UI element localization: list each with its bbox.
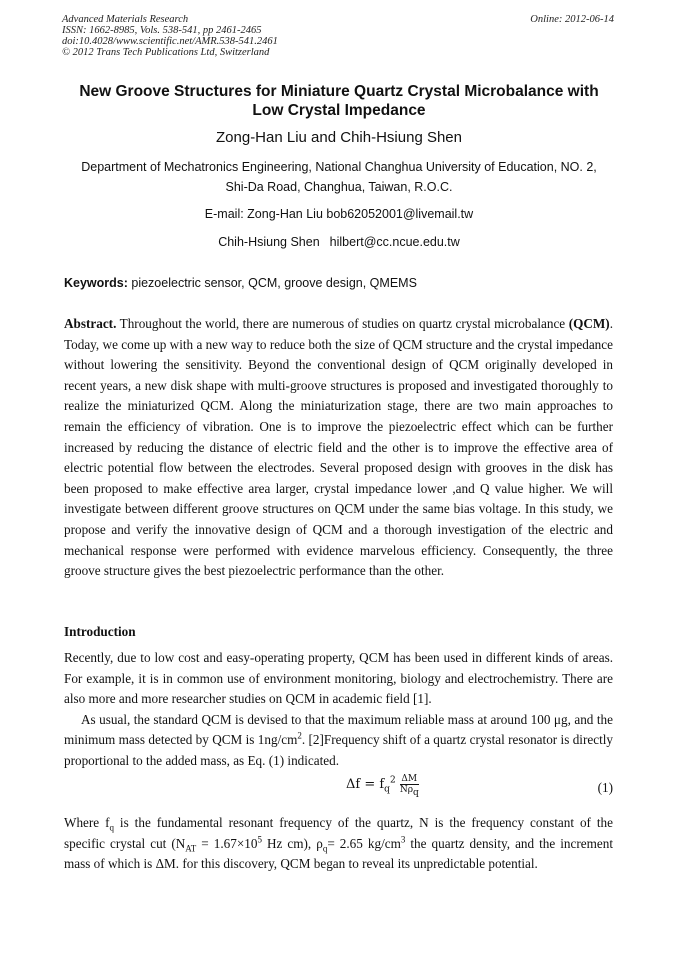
keywords-label: Keywords: — [64, 276, 128, 290]
journal-name: Advanced Materials Research — [62, 14, 189, 25]
email-line-1: E-mail: Zong-Han Liu bob62052001@livemail.tw — [204, 207, 474, 221]
eq-den-sub: q — [412, 787, 419, 798]
post-s3: q — [322, 843, 328, 854]
affiliation-line-1: Department of Mechatronics Engineering, National Changhua University of Education, NO. 2, — [81, 160, 597, 174]
post-t1: Where f — [64, 815, 110, 830]
post-t2: is the fundamental resonant frequency of the quartz, N is the frequency constant of the specific crystal cut (N — [64, 815, 613, 851]
abstract — [64, 314, 613, 582]
intro-p2-sup: 2 — [297, 730, 302, 741]
post-sup1: 5 — [257, 834, 262, 845]
introduction-body — [64, 648, 613, 772]
email-line-2 — [62, 235, 616, 249]
equation-body — [346, 774, 419, 798]
journal-header — [62, 14, 278, 58]
post-s1: q — [109, 822, 114, 833]
post-t5: = 2.65 kg/cm — [327, 835, 401, 851]
abstract-qcm: (QCM) — [568, 316, 610, 331]
abstract-text-b: . Today, we come up with a new way to reduce both the size of QCM structure and the crystal impedance without lowering the sensitivity. Beyond the conventional design of QCM originally developed in recent years, a new disk shape with multi-groove structures is proposed and investigated thoroughly to realize the miniaturized QCM. Along the miniaturization stage, there are two main approaches to remain the efficiency of vibration. One is to improve the piezoelectric effect which can be further increased by reducing the distance of electric field and the other is to improve the effective area of electric potential flow between the electrodes. Several proposed design with grooves in the disk has been proposed to make effective area larger, crystal impedance lower ,and Q value higher. We will investigate between different groove structures on QCM under the same bias voltage. In this study, we propose and verify the innovative design of QCM and a thorough investigation of the electric and mechanical response were performed with evidence marvelous efficiency. Consequently, the three groove structure gives the best piezoelectric performance than the other. — [64, 316, 613, 579]
online-date: Online: 2012-06-14 — [530, 14, 614, 25]
post-t3: = 1.67×10 — [196, 835, 258, 851]
intro-paragraph-1: Recently, due to low cost and easy-operating property, QCM has been used in different kinds of areas. For example, it is in common use of environment monitoring, biology and electrochemistry. There are also more and more researcher studies on QCM in academic field [1]. — [64, 650, 613, 707]
eq-sub-q: q — [384, 784, 390, 795]
post-t4: Hz cm), ρ — [261, 835, 323, 851]
introduction-heading: Introduction — [64, 624, 136, 639]
post-equation-paragraph — [64, 813, 613, 875]
paper-authors: Zong-Han Liu and Chih-Hsiung Shen — [216, 129, 462, 146]
keywords-text: piezoelectric sensor, QCM, groove design, QMEMS — [127, 276, 417, 290]
intro-p2-text-b: . [2]Frequency shift of a quartz crystal resonator is directly proportional to the added mass, as Eq. (1) indicated. — [64, 732, 613, 768]
eq-fraction — [399, 774, 419, 798]
abstract-text-a: Throughout the world, there are numerous of studies on quartz crystal microbalance — [116, 316, 569, 331]
keywords — [64, 276, 417, 290]
journal-issn: ISSN: 1662-8985, Vols. 538-541, pp 2461-2465 — [62, 25, 262, 36]
paper-title: New Groove Structures for Miniature Quartz Crystal Microbalance with Low Crystal Impedance — [79, 83, 599, 119]
equation-1 — [64, 772, 613, 806]
post-t6: the quartz density, and the increment mass of which is ΔM. for this discovery, QCM began to reveal its unpredictable potential. — [64, 835, 613, 872]
eq-numerator: ΔM — [401, 774, 418, 784]
affiliation — [62, 157, 616, 197]
eq-lhs: Δf = f — [346, 777, 385, 792]
eq-sup-2: 2 — [389, 775, 396, 786]
journal-copyright: © 2012 Trans Tech Publications Ltd, Switzerland — [62, 47, 270, 58]
author-2-email: hilbert@cc.ncue.edu.tw — [329, 235, 460, 249]
eq-den-text: Nρ — [399, 785, 413, 795]
intro-paragraph-2 — [64, 710, 613, 772]
eq-denominator — [399, 785, 419, 798]
intro-p2-text-a: As usual, the standard QCM is devised to that the maximum reliable mass at around 100 μg, and the minimum mass detected by QCM is 1ng/cm — [64, 711, 613, 748]
post-s2: AT — [185, 843, 197, 854]
equation-number: (1) — [597, 780, 613, 795]
post-sup2: 3 — [400, 834, 406, 845]
affiliation-line-2: Shi-Da Road, Changhua, Taiwan, R.O.C. — [225, 180, 453, 194]
journal-doi: doi:10.4028/www.scientific.net/AMR.538-541.2461 — [62, 36, 278, 47]
author-2-name: Chih-Hsiung Shen — [218, 235, 320, 249]
abstract-label: Abstract. — [64, 316, 117, 331]
